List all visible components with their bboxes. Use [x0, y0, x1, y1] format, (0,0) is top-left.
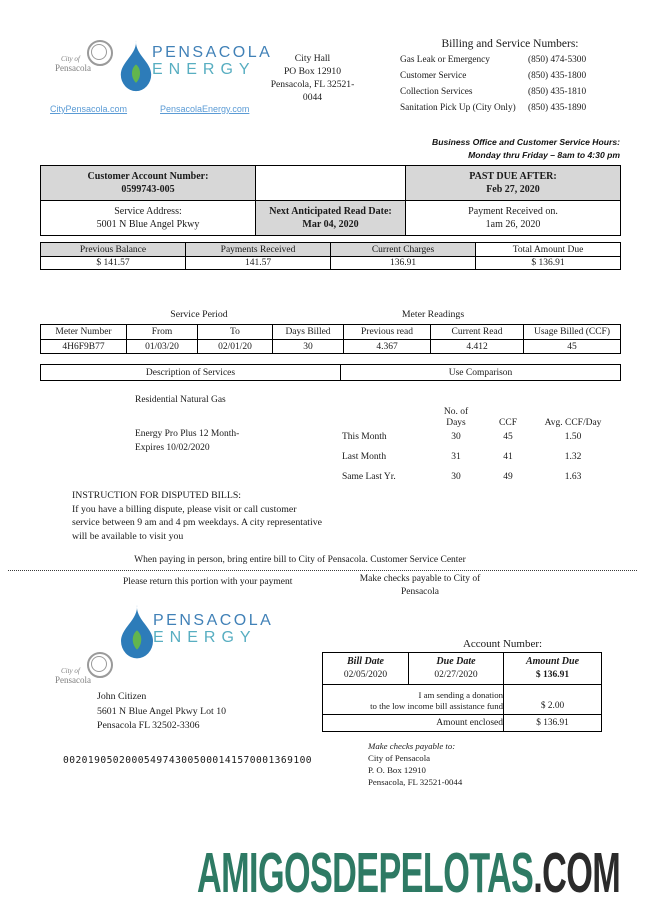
billing-service-numbers — [400, 38, 620, 114]
address-line: Pensacola, FL 32521- — [270, 79, 355, 90]
customer-street: 5601 N Blue Angel Pkwy Lot 10 — [97, 705, 226, 717]
business-hours — [432, 136, 620, 162]
customer-mailing-address — [97, 690, 226, 734]
instructions-line3: will be available to visit you — [72, 530, 184, 542]
amount-enclosed-value: $ 136.91 — [504, 715, 602, 732]
billing-number-row — [400, 103, 620, 114]
watermark-suffix: .COM — [533, 841, 620, 905]
city-hall-address — [250, 52, 375, 104]
meter-header: Meter Number — [41, 325, 127, 340]
comparison-avg: 1.50 — [564, 432, 582, 442]
billing-number-label: Gas Leak or Emergency — [400, 55, 490, 65]
service-address-label: Service Address: — [114, 206, 182, 217]
empty-header — [342, 398, 430, 432]
plan-line2: Expires 10/02/2020 — [135, 442, 210, 453]
pay-in-person-note: When paying in person, bring entire bill to City of Pensacola. Customer Service Center — [134, 555, 466, 565]
current-read-value: 4.412 — [431, 340, 524, 354]
billing-number-row — [400, 71, 620, 82]
service-address-value: 5001 N Blue Angel Pkwy — [96, 219, 200, 230]
read-date-cell — [256, 201, 406, 236]
balance-header: Current Charges — [331, 243, 476, 257]
payment-stub-table — [322, 652, 602, 732]
seal-text-city-of: City of — [61, 667, 80, 675]
amount-due-cell — [504, 653, 602, 685]
make-checks-line2: Pensacola — [401, 587, 439, 597]
read-date-value: Mar 04, 2020 — [302, 219, 359, 230]
disputed-bills-instructions — [72, 489, 322, 543]
due-date-value: 02/27/2020 — [434, 670, 478, 680]
billing-number-row — [400, 87, 620, 98]
meter-header: Days Billed — [273, 325, 344, 340]
comparison-row-label: Same Last Yr. — [342, 472, 396, 482]
current-charges-value: 136.91 — [331, 257, 476, 270]
ccf-header: CCF — [499, 418, 517, 428]
payment-received-value: 1am 26, 2020 — [485, 219, 541, 230]
amount-enclosed-label: Amount enclosed — [323, 715, 504, 732]
past-due-cell — [406, 166, 621, 201]
logo-word-pensacola: PENSACOLA — [152, 44, 273, 61]
instructions-line1: If you have a billing dispute, please visit or call customer — [72, 503, 297, 515]
use-comparison-header: Use Comparison — [341, 365, 621, 381]
remit-title: Make checks payable to: — [368, 741, 456, 751]
customer-name: John Citizen — [97, 691, 147, 702]
use-comparison-table — [342, 398, 612, 492]
billing-number-value: (850) 474-5300 — [528, 55, 587, 65]
donation-line2: to the low income bill assistance fund — [370, 701, 503, 711]
usage-billed-value: 45 — [524, 340, 621, 354]
billing-number-label: Sanitation Pick Up (City Only) — [400, 103, 516, 113]
comparison-avg: 1.63 — [564, 472, 582, 482]
amount-due-value: $ 136.91 — [535, 670, 570, 680]
billing-number-value: (850) 435-1800 — [528, 71, 587, 81]
payments-received-value: 141.57 — [186, 257, 331, 270]
seal-text-city-of: City of — [61, 55, 80, 63]
comparison-ccf: 45 — [503, 432, 513, 442]
hours-line1: Business Office and Customer Service Hours: — [431, 137, 620, 147]
due-date-cell — [409, 653, 504, 685]
comparison-row-label: Last Month — [342, 452, 387, 462]
logo-word-pensacola: PENSACOLA — [153, 612, 274, 629]
avg-ccf-day-header: Avg. CCF/Day — [544, 418, 602, 428]
perforation-dotted-line — [8, 570, 637, 571]
account-number-label: Account Number: — [462, 638, 543, 650]
comparison-ccf: 41 — [503, 452, 513, 462]
make-checks-line1: Make checks payable to City of — [359, 574, 481, 584]
payment-received-label: Payment Received on. — [468, 206, 558, 217]
ocr-scanline-number: 0020190502000549743005000141570001369100 — [63, 755, 313, 766]
empty-cell — [256, 166, 406, 201]
city-of-pensacola-seal-icon — [55, 652, 115, 694]
comparison-ccf: 49 — [503, 472, 513, 482]
comparison-avg: 1.32 — [564, 452, 582, 462]
flame-icon — [117, 603, 157, 668]
amount-due-label: Amount Due — [525, 656, 580, 667]
billing-number-row — [400, 55, 620, 66]
hours-line2: Monday thru Friday – 8am to 4:30 pm — [468, 150, 620, 160]
meter-readings-label: Meter Readings — [401, 309, 465, 320]
city-of-pensacola-seal-icon — [55, 40, 115, 82]
past-due-label: PAST DUE AFTER: — [469, 171, 557, 182]
instructions-title: INSTRUCTION FOR DISPUTED BILLS: — [72, 490, 242, 501]
from-date-value: 01/03/20 — [127, 340, 198, 354]
address-line: PO Box 12910 — [283, 66, 342, 77]
comparison-days: 31 — [451, 452, 461, 462]
service-name: Residential Natural Gas — [135, 395, 226, 405]
account-summary-table — [40, 165, 621, 236]
previous-balance-value: $ 141.57 — [41, 257, 186, 270]
past-due-value: Feb 27, 2020 — [486, 184, 540, 195]
plan-description — [135, 428, 239, 455]
balance-header: Total Amount Due — [476, 243, 621, 257]
customer-account-value: 0599743-005 — [121, 184, 175, 195]
logo-word-energy: ENERGY — [153, 629, 257, 646]
previous-read-value: 4.367 — [344, 340, 431, 354]
watermark-brand: AMIGOSDEPELOTAS — [196, 841, 534, 905]
seal-text-pensacola: Pensacola — [55, 675, 91, 685]
billing-number-value: (850) 435-1810 — [528, 87, 587, 97]
flame-icon — [117, 38, 155, 101]
donation-cell — [323, 685, 504, 715]
total-amount-due-value: $ 136.91 — [476, 257, 621, 270]
billing-number-value: (850) 435-1890 — [528, 103, 587, 113]
instructions-line2: service between 9 am and 4 pm weekdays. A city representative — [72, 517, 323, 528]
customer-city: Pensacola FL 32502-3306 — [97, 720, 200, 731]
make-checks-note — [335, 573, 505, 599]
meter-table — [40, 324, 621, 354]
pensacola-energy-logo — [153, 612, 273, 646]
remit-line3: Pensacola, FL 32521-0044 — [368, 777, 463, 787]
citypensacola-link[interactable]: CityPensacola.com — [50, 104, 128, 114]
address-line: City Hall — [294, 53, 331, 64]
customer-account-cell — [41, 166, 256, 201]
due-date-label: Due Date — [436, 656, 476, 667]
to-date-value: 02/01/20 — [198, 340, 273, 354]
balance-header: Payments Received — [186, 243, 331, 257]
plan-line1: Energy Pro Plus 12 Month- — [135, 429, 240, 439]
billing-number-label: Collection Services — [400, 87, 473, 97]
services-header-table — [40, 364, 621, 381]
payment-received-cell — [406, 201, 621, 236]
remit-line2: P. O. Box 12910 — [368, 765, 426, 775]
balance-header: Previous Balance — [41, 243, 186, 257]
customer-account-label: Customer Account Number: — [87, 171, 209, 182]
donation-line1: I am sending a donation — [418, 690, 503, 700]
comparison-days: 30 — [451, 432, 461, 442]
remit-address — [368, 740, 462, 788]
meter-header: From — [127, 325, 198, 340]
read-date-label: Next Anticipated Read Date: — [269, 206, 392, 217]
comparison-days: 30 — [451, 472, 461, 482]
pensacolaenergy-link[interactable]: PensacolaEnergy.com — [160, 104, 250, 114]
service-period-label: Service Period — [170, 309, 228, 320]
comparison-row-label: This Month — [342, 432, 387, 442]
balance-table — [40, 242, 621, 270]
no-of-days-header: No. of Days — [443, 407, 469, 428]
billing-number-label: Customer Service — [400, 71, 467, 81]
meter-header: Current Read — [431, 325, 524, 340]
meter-header: To — [198, 325, 273, 340]
remit-line1: City of Pensacola — [368, 753, 431, 763]
meter-header: Usage Billed (CCF) — [524, 325, 621, 340]
watermark-banner — [0, 841, 620, 905]
return-portion-note: Please return this portion with your payment — [123, 577, 293, 587]
logo-word-energy: ENERGY — [152, 61, 256, 78]
address-line: 0044 — [302, 92, 323, 103]
days-billed-value: 30 — [273, 340, 344, 354]
bill-date-value: 02/05/2020 — [343, 670, 388, 680]
meter-header: Previous read — [344, 325, 431, 340]
bill-date-label: Bill Date — [347, 656, 384, 667]
service-address-cell — [41, 201, 256, 236]
description-of-services-header: Description of Services — [41, 365, 341, 381]
donation-amount: $ 2.00 — [504, 685, 602, 715]
bill-date-cell — [323, 653, 409, 685]
meter-number-value: 4H6F9B77 — [41, 340, 127, 354]
billing-numbers-title: Billing and Service Numbers: — [441, 38, 579, 50]
seal-text-pensacola: Pensacola — [55, 63, 91, 73]
